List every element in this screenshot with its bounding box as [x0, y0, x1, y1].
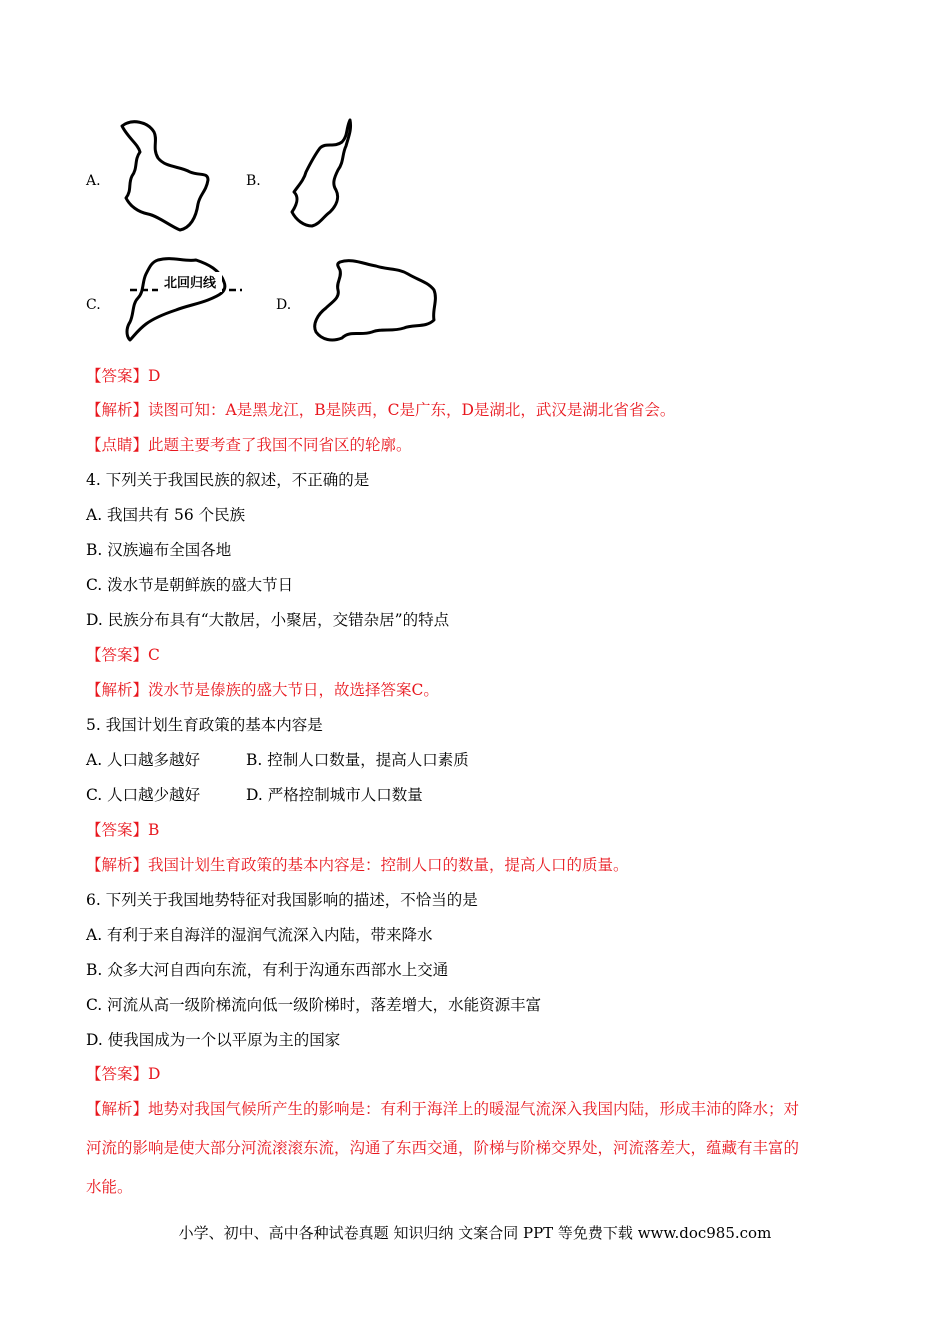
option-b-label: B. [246, 173, 261, 189]
answer-value: D [148, 1065, 161, 1083]
option-d-label: D. [276, 297, 292, 313]
tropic-of-cancer-label: 北回归线 [163, 276, 217, 291]
page-footer: 小学、初中、高中各种试卷真题 知识归纳 文案合同 PPT 等免费下载 www.doc985.com [178, 1224, 772, 1242]
q4-analysis [86, 680, 439, 700]
q6-option-d: D. 使我国成为一个以平原为主的国家 [86, 1031, 341, 1049]
q6-option-b: B. 众多大河自西向东流，有利于沟通东西部水上交通 [86, 961, 449, 979]
q3-comment [86, 435, 412, 455]
answer-value: D [148, 367, 161, 385]
q5-option-d: D. 严格控制城市人口数量 [246, 786, 423, 804]
analysis-text: 泼水节是傣族的盛大节日，故选择答案C。 [148, 681, 439, 699]
q4-stem: 4. 下列关于我国民族的叙述，不正确的是 [86, 471, 370, 489]
q4-answer [86, 645, 160, 665]
q6-option-c: C. 河流从高一级阶梯流向低一级阶梯时，落差增大，水能资源丰富 [86, 996, 542, 1014]
heilongjiang-outline-map [118, 118, 213, 233]
guangdong-outline-map [124, 256, 244, 348]
analysis-text: 读图可知：A是黑龙江，B是陕西，C是广东，D是湖北，武汉是湖北省省会。 [148, 401, 676, 419]
comment-tag: 【点睛】 [86, 436, 149, 454]
option-c-label: C. [86, 297, 101, 313]
q3-analysis [86, 400, 675, 420]
hubei-outline-map [310, 258, 440, 346]
shaanxi-outline-map [290, 118, 355, 230]
q6-analysis-line-2: 河流的影响是使大部分河流滚滚东流，沟通了东西交通，阶梯与阶梯交界处，河流落差大，蕴藏有丰富的 [86, 1139, 800, 1157]
q6-option-a: A. 有利于来自海洋的湿润气流深入内陆，带来降水 [86, 926, 433, 944]
analysis-text-line-1: 地势对我国气候所产生的影响是：有利于海洋上的暖湿气流深入我国内陆，形成丰沛的降水；对 [148, 1100, 800, 1118]
answer-tag: 【答案】 [86, 821, 149, 839]
answer-value: B [148, 821, 160, 839]
option-a-label: A. [86, 173, 101, 189]
q4-option-a: A. 我国共有 56 个民族 [86, 506, 246, 524]
comment-text: 此题主要考查了我国不同省区的轮廓。 [148, 436, 412, 454]
q6-answer [86, 1064, 160, 1084]
answer-tag: 【答案】 [86, 646, 149, 664]
q4-option-d: D. 民族分布具有“大散居，小聚居，交错杂居”的特点 [86, 611, 450, 629]
q6-stem: 6. 下列关于我国地势特征对我国影响的描述，不恰当的是 [86, 891, 478, 909]
q5-option-b: B. 控制人口数量，提高人口素质 [246, 751, 469, 769]
analysis-tag: 【解析】 [86, 401, 149, 419]
q5-option-c: C. 人口越少越好 [86, 786, 201, 804]
q6-analysis [86, 1099, 799, 1119]
analysis-text: 我国计划生育政策的基本内容是：控制人口的数量，提高人口的质量。 [148, 856, 629, 874]
answer-tag: 【答案】 [86, 1065, 149, 1083]
analysis-tag: 【解析】 [86, 681, 149, 699]
q4-option-b: B. 汉族遍布全国各地 [86, 541, 232, 559]
answer-value: C [148, 646, 160, 664]
q5-answer [86, 820, 159, 840]
q5-option-a: A. 人口越多越好 [86, 751, 201, 769]
analysis-tag: 【解析】 [86, 1100, 149, 1118]
q6-analysis-line-3: 水能。 [86, 1178, 133, 1196]
q5-analysis [86, 855, 629, 875]
q5-stem: 5. 我国计划生育政策的基本内容是 [86, 716, 323, 734]
q3-answer [86, 366, 160, 386]
q4-option-c: C. 泼水节是朝鲜族的盛大节日 [86, 576, 294, 594]
analysis-tag: 【解析】 [86, 856, 149, 874]
answer-tag: 【答案】 [86, 367, 149, 385]
